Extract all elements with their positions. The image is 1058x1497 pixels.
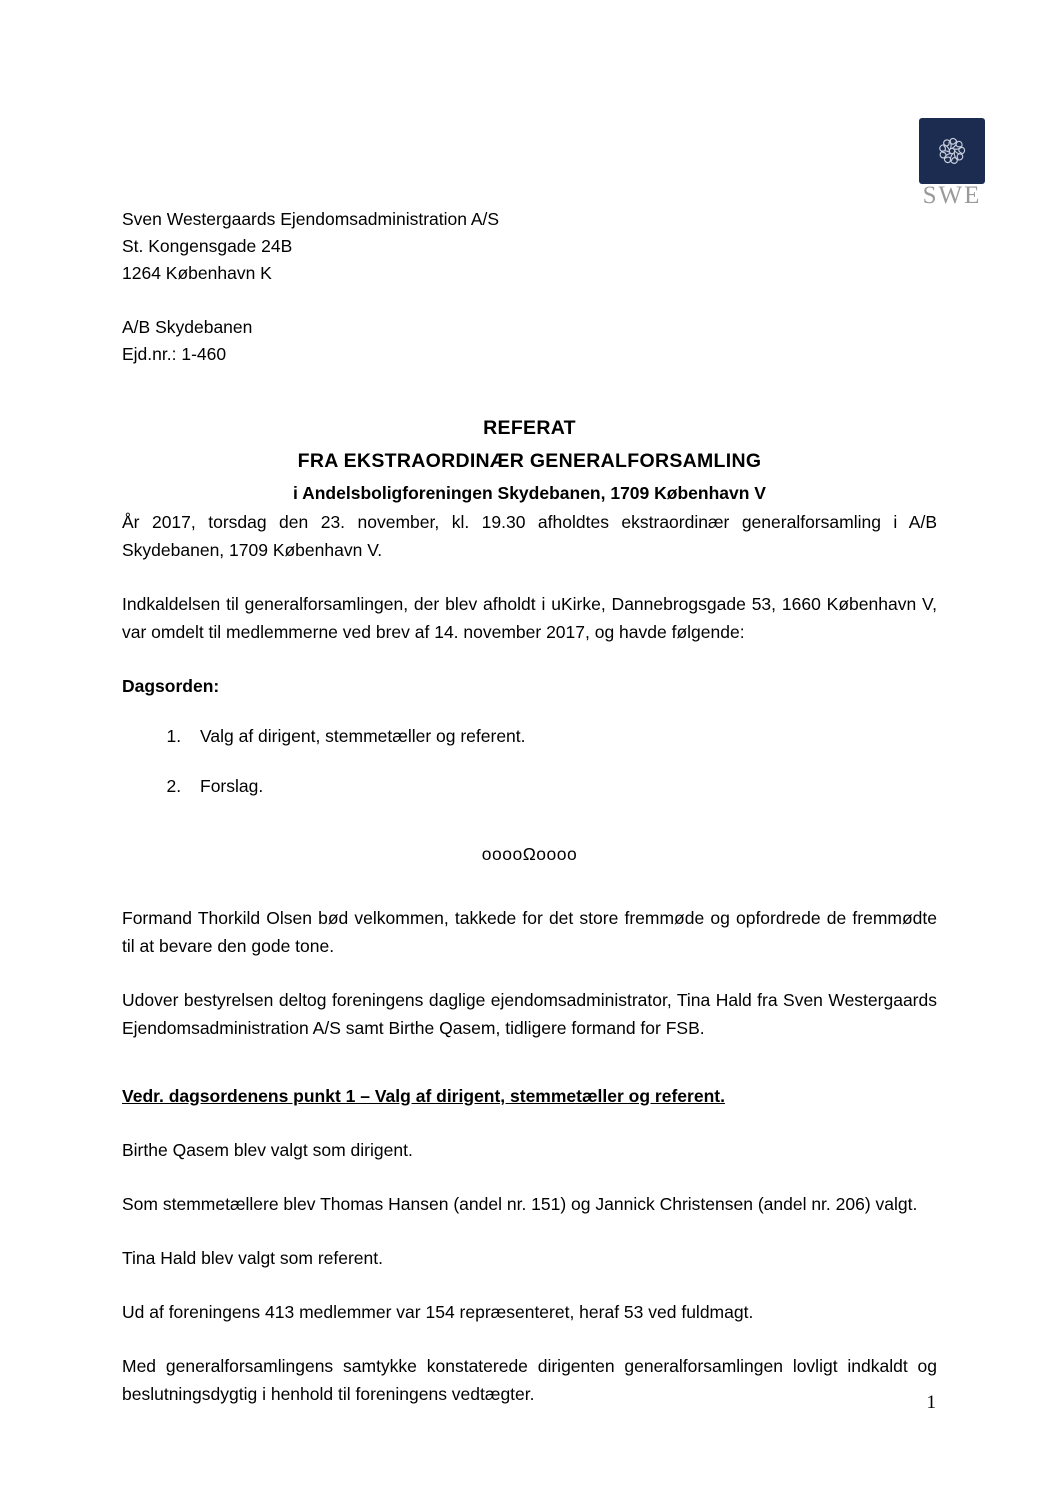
agenda-item: 1. Valg af dirigent, stemmetæller og referent.	[186, 722, 937, 750]
paragraph-lovligt-indkaldt: Med generalforsamlingens samtykke konstaterede dirigenten generalforsamlingen lovligt indkaldt og beslutningsdygtig i henhold til foreningens vedtægter.	[122, 1356, 937, 1404]
logo-wordmark: SWE	[922, 185, 982, 204]
property-case-number: Ejd.nr.: 1-460	[122, 344, 227, 364]
title-line-1: REFERAT	[483, 417, 576, 439]
paragraph-attendance: Udover bestyrelsen deltog foreningens daglige ejendomsadministrator, Tina Hald fra Sven Westergaards Ejendomsadministration A/S samt Birthe Qasem, tidligere formand for FSB.	[122, 990, 937, 1038]
paragraph-referent: Tina Hald blev valgt som referent.	[122, 1248, 383, 1268]
paragraph-stemmetaellere: Som stemmetællere blev Thomas Hansen (andel nr. 151) og Jannick Christensen (andel nr. 206) valgt.	[122, 1194, 918, 1214]
agenda-list	[122, 722, 937, 800]
document-body	[122, 206, 937, 1408]
paragraph-dirigent: Birthe Qasem blev valgt som dirigent.	[122, 1140, 413, 1160]
page-number: 1	[926, 1392, 936, 1413]
document-title	[122, 412, 937, 508]
property-association: A/B Skydebanen	[122, 317, 253, 337]
recipient-street: St. Kongensgade 24B	[122, 236, 293, 256]
title-line-3: i Andelsboligforeningen Skydebanen, 1709 København V	[293, 483, 766, 503]
recipient-city: 1264 København K	[122, 263, 272, 283]
paragraph-welcome: Formand Thorkild Olsen bød velkommen, takkede for det store fremmøde og opfordrede de fremmødte til at bevare den gode tone.	[122, 908, 937, 956]
address-spacer	[122, 287, 937, 314]
title-line-2: FRA EKSTRAORDINÆR GENERALFORSAMLING	[297, 450, 762, 472]
paragraph-intro: År 2017, torsdag den 23. november, kl. 19.30 afholdtes ekstraordinær generalforsamling i A/B Skydebanen, 1709 København V.	[122, 512, 937, 560]
section-heading-punkt-1: Vedr. dagsordenens punkt 1 – Valg af dirigent, stemmetæller og referent.	[122, 1086, 725, 1106]
company-logo	[916, 118, 988, 204]
agenda-item: 2. Forslag.	[186, 772, 937, 800]
floral-swirl-emblem-icon	[930, 129, 974, 173]
decorative-separator: ooooΩoooo	[481, 844, 578, 864]
logo-square	[919, 118, 985, 184]
agenda-label: Dagsorden:	[122, 676, 220, 696]
recipient-company: Sven Westergaards Ejendomsadministration A/S	[122, 209, 500, 229]
paragraph-medlemmer: Ud af foreningens 413 medlemmer var 154 repræsenteret, heraf 53 ved fuldmagt.	[122, 1302, 754, 1322]
paragraph-notice: Indkaldelsen til generalforsamlingen, der blev afholdt i uKirke, Dannebrogsgade 53, 1660 København V, var omdelt til medlemmerne ved brev af 14. november 2017, og havde følgende:	[122, 594, 937, 642]
